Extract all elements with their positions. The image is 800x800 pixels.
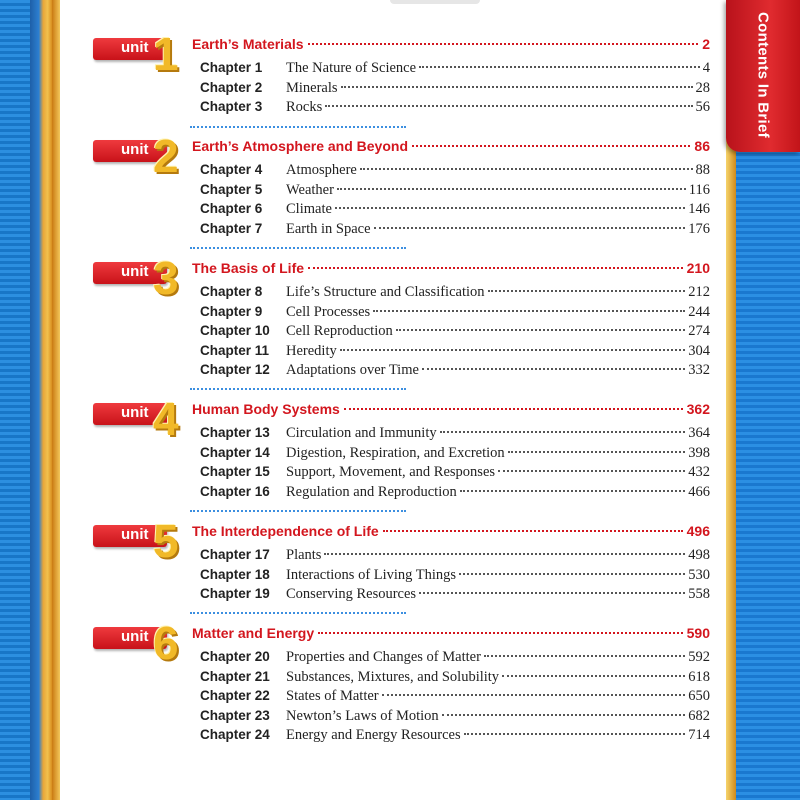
dot-leader xyxy=(383,530,683,532)
unit-divider xyxy=(190,612,406,614)
chapter-label: Chapter 15 xyxy=(200,464,270,480)
chapter-list xyxy=(200,162,710,240)
chapter-page: 116 xyxy=(688,181,710,198)
dot-leader xyxy=(412,145,690,147)
unit-title-link[interactable] xyxy=(192,523,710,543)
unit-word: unit xyxy=(121,263,149,280)
unit-title-link[interactable] xyxy=(192,138,710,158)
chapter-page: 274 xyxy=(688,323,710,340)
chapter-title: Substances, Mixtures, and Solubility xyxy=(286,668,500,685)
chapter-row[interactable] xyxy=(200,182,710,202)
chapter-label: Chapter 11 xyxy=(200,342,270,358)
chapter-row[interactable] xyxy=(200,727,710,747)
chapter-title: Weather xyxy=(286,181,334,198)
chapter-title: Plants xyxy=(286,547,322,563)
dot-leader xyxy=(396,329,686,331)
chapter-row[interactable] xyxy=(200,304,710,324)
chapter-row[interactable] xyxy=(200,162,710,182)
chapter-page: 88 xyxy=(695,162,710,178)
chapter-title: Digestion, Respiration, and Excretion xyxy=(286,444,505,461)
dot-leader xyxy=(341,86,693,88)
unit-title: The Interdependence of Life xyxy=(192,523,379,539)
chapter-label: Chapter 1 xyxy=(200,60,263,75)
dot-leader xyxy=(308,267,683,269)
chapter-label: Chapter 6 xyxy=(200,201,263,217)
dot-leader xyxy=(340,349,686,351)
unit-page: 362 xyxy=(686,401,710,417)
unit-number: 6 xyxy=(153,617,179,669)
dot-leader xyxy=(484,655,685,657)
unit-word: unit xyxy=(121,39,149,56)
chapter-row[interactable] xyxy=(200,201,710,221)
chapter-row[interactable] xyxy=(200,362,710,382)
left-frame-edge xyxy=(52,0,60,800)
chapter-label: Chapter 17 xyxy=(200,547,270,562)
dot-leader xyxy=(374,227,686,229)
unit-badge xyxy=(93,515,183,571)
chapter-page: 28 xyxy=(695,79,710,96)
unit-title-link[interactable] xyxy=(192,625,710,645)
unit-word: unit xyxy=(121,526,149,543)
chapter-page: 4 xyxy=(702,60,710,76)
chapter-row[interactable] xyxy=(200,649,710,669)
unit-page: 86 xyxy=(694,138,710,154)
chapter-label: Chapter 12 xyxy=(200,362,270,378)
chapter-label: Chapter 10 xyxy=(200,323,270,339)
contents-page xyxy=(60,0,726,800)
chapter-page: 558 xyxy=(688,586,710,603)
unit-title: Earth’s Materials xyxy=(192,36,304,52)
chapter-title: States of Matter xyxy=(286,688,379,705)
chapter-label: Chapter 5 xyxy=(200,181,263,197)
unit-badge xyxy=(93,130,183,186)
unit-word: unit xyxy=(121,404,149,421)
dot-leader xyxy=(318,632,683,634)
chapter-title: Adaptations over Time xyxy=(286,362,419,379)
unit-divider xyxy=(190,126,406,128)
chapter-title: Newton’s Laws of Motion xyxy=(286,707,439,724)
chapter-title: Conserving Resources xyxy=(286,586,417,603)
dot-leader xyxy=(325,105,692,107)
chapter-row[interactable] xyxy=(200,547,710,567)
unit-page: 590 xyxy=(686,625,710,641)
unit-title: Earth’s Atmosphere and Beyond xyxy=(192,138,409,154)
chapter-page: 618 xyxy=(688,668,710,685)
chapter-title: Energy and Energy Resources xyxy=(286,727,461,744)
dot-leader xyxy=(360,168,693,170)
chapter-page: 530 xyxy=(688,566,710,583)
dot-leader xyxy=(308,43,699,45)
chapter-label: Chapter 9 xyxy=(200,303,263,319)
chapter-title: Interactions of Living Things xyxy=(286,566,457,583)
chapter-row[interactable] xyxy=(200,567,710,587)
unit-page: 210 xyxy=(686,260,710,276)
chapter-title: Heredity xyxy=(286,342,337,359)
chapter-row[interactable] xyxy=(200,708,710,728)
unit-badge xyxy=(93,393,183,449)
dot-leader xyxy=(419,592,685,594)
chapter-label: Chapter 14 xyxy=(200,444,270,460)
unit-title: Human Body Systems xyxy=(192,401,340,417)
unit-badge xyxy=(93,28,183,84)
unit-word: unit xyxy=(121,628,149,645)
chapter-page: 466 xyxy=(688,483,710,500)
chapter-row[interactable] xyxy=(200,80,710,100)
chapter-title: Climate xyxy=(286,201,332,218)
unit-word: unit xyxy=(121,141,149,158)
chapter-row[interactable] xyxy=(200,688,710,708)
chapter-label: Chapter 4 xyxy=(200,162,263,177)
chapter-page: 176 xyxy=(688,220,710,237)
dot-leader xyxy=(335,207,685,209)
chapter-title: Life’s Structure and Classification xyxy=(286,284,485,300)
chapter-page: 56 xyxy=(695,99,710,116)
chapter-label: Chapter 19 xyxy=(200,586,270,602)
dot-leader xyxy=(373,310,685,312)
unit-page: 2 xyxy=(702,36,710,52)
chapter-title: Circulation and Immunity xyxy=(286,425,437,441)
unit-title: The Basis of Life xyxy=(192,260,305,276)
chapter-row[interactable] xyxy=(200,323,710,343)
chapter-row[interactable] xyxy=(200,284,710,304)
unit-badge xyxy=(93,252,183,308)
chapter-page: 498 xyxy=(688,547,710,563)
chapter-title: Earth in Space xyxy=(286,220,371,237)
chapter-row[interactable] xyxy=(200,221,710,241)
chapter-page: 714 xyxy=(688,727,710,744)
chapter-label: Chapter 18 xyxy=(200,566,270,582)
unit-number: 4 xyxy=(153,393,179,445)
chapter-label: Chapter 24 xyxy=(200,727,270,743)
unit-title-link[interactable] xyxy=(192,36,710,56)
dot-leader xyxy=(442,714,686,716)
chapter-list xyxy=(200,60,710,119)
chapter-list xyxy=(200,284,710,382)
contents-in-brief-label: Contents In Brief xyxy=(754,12,772,138)
chapter-row[interactable] xyxy=(200,343,710,363)
chapter-page: 304 xyxy=(688,342,710,359)
unit-title-link[interactable] xyxy=(192,401,710,421)
chapter-label: Chapter 16 xyxy=(200,483,270,499)
chapter-page: 650 xyxy=(688,688,710,705)
chapter-list xyxy=(200,425,710,503)
unit-title: Matter and Energy xyxy=(192,625,315,641)
unit-title-link[interactable] xyxy=(192,260,710,280)
chapter-title: Minerals xyxy=(286,79,338,96)
chapter-page: 244 xyxy=(688,303,710,320)
dot-leader xyxy=(502,675,685,677)
dot-leader xyxy=(460,490,686,492)
chapter-page: 332 xyxy=(688,362,710,379)
chapter-list xyxy=(200,649,710,747)
dot-leader xyxy=(498,470,685,472)
unit-page: 496 xyxy=(686,523,710,539)
chapter-page: 398 xyxy=(688,444,710,461)
chapter-page: 364 xyxy=(688,425,710,441)
chapter-row[interactable] xyxy=(200,586,710,606)
dot-leader xyxy=(464,733,686,735)
chapter-label: Chapter 23 xyxy=(200,707,270,723)
chapter-page: 592 xyxy=(688,649,710,665)
chapter-row[interactable] xyxy=(200,99,710,119)
unit-divider xyxy=(190,247,406,249)
unit-number: 1 xyxy=(153,28,179,80)
page-top-notch xyxy=(390,0,480,4)
chapter-label: Chapter 13 xyxy=(200,425,270,440)
chapter-row[interactable] xyxy=(200,484,710,504)
chapter-page: 682 xyxy=(688,707,710,724)
unit-number: 5 xyxy=(153,515,179,567)
chapter-title: Rocks xyxy=(286,99,323,116)
dot-leader xyxy=(422,368,685,370)
chapter-page: 432 xyxy=(688,464,710,481)
chapter-label: Chapter 3 xyxy=(200,99,263,115)
contents-in-brief-tab[interactable] xyxy=(726,0,800,152)
chapter-label: Chapter 2 xyxy=(200,79,263,95)
chapter-title: The Nature of Science xyxy=(286,60,417,76)
unit-badge xyxy=(93,617,183,673)
dot-leader xyxy=(419,66,700,68)
chapter-row[interactable] xyxy=(200,464,710,484)
dot-leader xyxy=(324,553,685,555)
chapter-row[interactable] xyxy=(200,669,710,689)
chapter-label: Chapter 7 xyxy=(200,220,263,236)
chapter-label: Chapter 20 xyxy=(200,649,270,664)
chapter-title: Regulation and Reproduction xyxy=(286,483,457,500)
unit-divider xyxy=(190,388,406,390)
left-frame xyxy=(0,0,52,800)
dot-leader xyxy=(459,573,685,575)
chapter-page: 212 xyxy=(688,284,710,300)
chapter-title: Cell Reproduction xyxy=(286,323,393,340)
chapter-page: 146 xyxy=(688,201,710,218)
chapter-row[interactable] xyxy=(200,445,710,465)
dot-leader xyxy=(337,188,686,190)
unit-number: 2 xyxy=(153,130,179,182)
chapter-title: Properties and Changes of Matter xyxy=(286,649,481,665)
chapter-label: Chapter 22 xyxy=(200,688,270,704)
dot-leader xyxy=(344,408,683,410)
dot-leader xyxy=(382,694,686,696)
chapter-list xyxy=(200,547,710,606)
dot-leader xyxy=(440,431,686,433)
unit-divider xyxy=(190,510,406,512)
chapter-title: Support, Movement, and Responses xyxy=(286,464,496,481)
chapter-label: Chapter 8 xyxy=(200,284,263,299)
unit-number: 3 xyxy=(153,252,179,304)
chapter-row[interactable] xyxy=(200,60,710,80)
chapter-label: Chapter 21 xyxy=(200,668,270,684)
dot-leader xyxy=(488,290,686,292)
dot-leader xyxy=(508,451,686,453)
chapter-title: Atmosphere xyxy=(286,162,357,178)
chapter-title: Cell Processes xyxy=(286,303,371,320)
chapter-row[interactable] xyxy=(200,425,710,445)
